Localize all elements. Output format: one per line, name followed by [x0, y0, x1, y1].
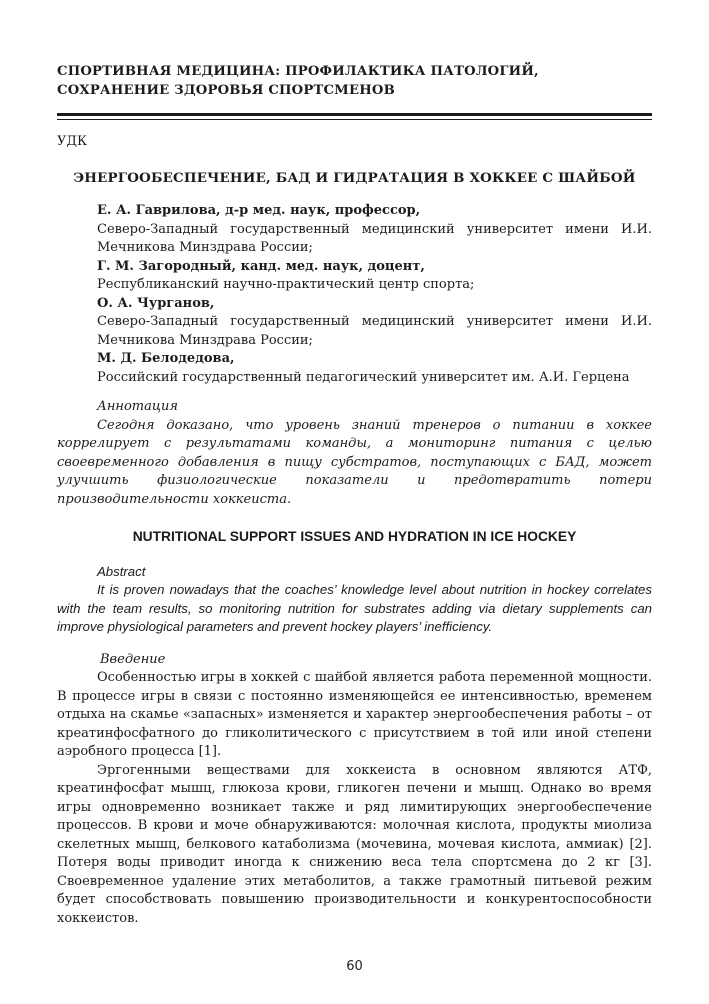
annotation-section: [57, 398, 652, 509]
annotation-heading: Аннотация: [97, 399, 178, 414]
header-divider-rule: [57, 113, 652, 120]
author-name: Е. А. Гаврилова, д-р мед. наук, профессор,: [97, 203, 421, 218]
author-entry: [97, 295, 652, 351]
introduction-section: [57, 651, 652, 929]
author-affiliation: Российский государственный педагогический университет им. А.И. Герцена: [97, 369, 630, 385]
authors-block: [97, 202, 652, 387]
abstract-text: It is proven nowadays that the coaches’ knowledge level about nutrition in hockey correlates with the team results, so monitoring nutrition for substrates adding via dietary supplements can improve physiological parameters and prevent hockey players’ inefficiency.: [57, 582, 652, 634]
author-entry: [97, 350, 652, 387]
annotation-text: Сегодня доказано, что уровень знаний тренеров о питании в хоккее коррелирует с результатами команды, а мониторинг питания с целью своевременного добавления в пищу субстратов, поступающих с БАД, может улучшить физиологические показатели и предотвратить потери производительности хоккеиста.: [57, 417, 652, 507]
author-entry: [97, 258, 652, 295]
udk-label: УДК: [57, 134, 88, 149]
page-number: 60: [346, 958, 363, 974]
author-name: О. А. Чурганов,: [97, 295, 215, 311]
author-affiliation: Республиканский научно-практический центр спорта;: [97, 277, 475, 292]
author-name: М. Д. Белодедова,: [97, 351, 235, 366]
introduction-paragraph-1: Особенностью игры в хоккей с шайбой является работа переменной мощности. В процессе игры в связи с постоянно изменяющейся ее интенсивностью, временем отдыха на скамье «запасных» изменяется и характер энергообеспечения работы – от креатинфосфатного до гликолитического с присутствием в той или иной степени аэробного процесса [1].: [57, 670, 652, 759]
abstract-section: [57, 563, 652, 637]
introduction-paragraph-2: Эргогенными веществами для хоккеиста в основном являются АТФ, креатинфосфат мышц, глюкоза крови, гликоген печени и мышц. Однако во время игры одновременно возникает также и ряд лимитирующих энергообеспечение процессов. В крови и моче обнаруживаются: молочная кислота, продукты миолиза скелетных мышц, белкового катаболизма (мочевина, мочевая кислота, аммиак) [2]. Потеря воды приводит иногда к снижению веса тела спортсмена до 2 кг [3]. Своевременное удаление этих метаболитов, а также грамотный питьевой режим будет способствовать повышению производительности и конкурентоспособности хоккеистов.: [57, 762, 652, 926]
author-entry: [97, 202, 652, 258]
author-name: Г. М. Загородный, канд. мед. наук, доцент,: [97, 258, 425, 274]
introduction-heading: Введение: [100, 651, 166, 667]
article-title-en: NUTRITIONAL SUPPORT ISSUES AND HYDRATION IN ICE HOCKEY: [132, 529, 577, 544]
author-affiliation: Северо-Западный государственный медицинский университет имени И.И. Мечникова Минздрава России;: [97, 314, 652, 348]
abstract-heading: Abstract: [97, 563, 146, 579]
journal-header-line-1: СПОРТИВНАЯ МЕДИЦИНА: ПРОФИЛАКТИКА ПАТОЛОГИЙ,: [57, 64, 539, 79]
author-affiliation: Северо-Западный государственный медицинский университет имени И.И. Мечникова Минздрава России;: [97, 221, 652, 255]
article-title-ru: ЭНЕРГООБЕСПЕЧЕНИЕ, БАД И ГИДРАТАЦИЯ В ХОККЕЕ С ШАЙБОЙ: [73, 169, 636, 186]
journal-section-header: [57, 62, 652, 100]
journal-header-line-2: СОХРАНЕНИЕ ЗДОРОВЬЯ СПОРТСМЕНОВ: [57, 83, 395, 98]
